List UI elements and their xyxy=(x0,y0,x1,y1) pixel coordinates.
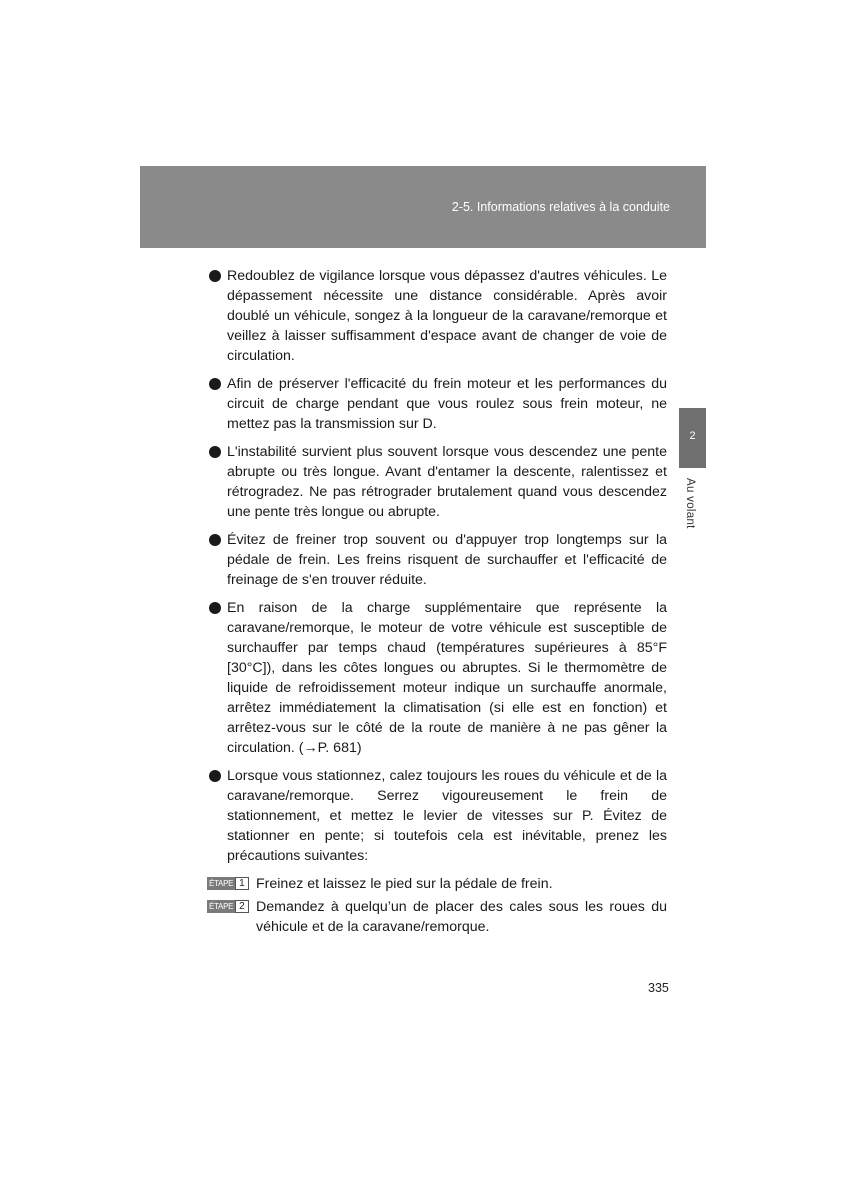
bullet-item xyxy=(209,266,667,366)
chapter-tab xyxy=(679,408,706,468)
chapter-number: 2 xyxy=(689,430,696,442)
bullet-icon xyxy=(209,446,221,458)
bullet-text: Évitez de freiner trop souvent ou d'appuyer trop longtemps sur la pédale de frein. Les freins risquent de surchauffer et l'efficacité de freinage de s'en trouver réduite. xyxy=(227,532,667,588)
bullet-icon xyxy=(209,378,221,390)
bullet-text: Lorsque vous stationnez, calez toujours les roues du véhicule et de la caravane/remorque. Serrez vigoureusement le frein de stationnement, et mettez le levier de vitesses sur P. Évitez de stationner en pente; si toutefois cela est inévitable, prenez les précautions suivantes: xyxy=(227,768,667,864)
step-badge xyxy=(207,877,249,890)
step-badge-label: ÉTAPE xyxy=(209,879,234,888)
bullet-text: En raison de la charge supplémentaire que représente la caravane/remorque, le moteur de votre véhicule est susceptible de surchauffer par temps chaud (températures supérieures à 85°F [30°C]), dans les côtes longues ou abruptes. Si le thermomètre de liquide de refroidissement moteur indique un surchauffe anormale, arrêtez immédiatement la climatisation (si elle est en fonction) et arrêtez-vous sur le côté de la route de manière à ne pas gêner la circulation. (→P. 681) xyxy=(227,600,667,756)
bullet-text: L'instabilité survient plus souvent lorsque vous descendez une pente abrupte ou très longue. Avant d'entamer la descente, ralentissez et rétrogradez. Ne pas rétrograder brutalement quand vous descendez une pente très longue ou abrupte. xyxy=(227,444,667,520)
section-title: 2-5. Informations relatives à la conduite xyxy=(451,200,670,214)
step-item xyxy=(207,897,667,937)
page-number: 335 xyxy=(648,981,669,995)
bullet-icon xyxy=(209,602,221,614)
bullet-icon xyxy=(209,534,221,546)
bullet-item xyxy=(209,766,667,866)
step-badge-number: 2 xyxy=(235,900,249,913)
step-text: Freinez et laissez le pied sur la pédale de frein. xyxy=(256,876,553,892)
bullet-item xyxy=(209,530,667,590)
step-list xyxy=(207,874,667,937)
bullet-text: Afin de préserver l'efficacité du frein moteur et les performances du circuit de charge pendant que vous roulez sous frein moteur, ne mettez pas la transmission sur D. xyxy=(227,376,667,432)
header-band xyxy=(140,166,706,248)
bullet-icon xyxy=(209,770,221,782)
bullet-item xyxy=(209,442,667,522)
step-badge-number: 1 xyxy=(235,877,249,890)
bullet-text: Redoublez de vigilance lorsque vous dépassez d'autres véhicules. Le dépassement nécessite une distance considérable. Après avoir doublé un véhicule, songez à la longueur de la caravane/remorque et veillez à laisser suffisamment d'espace avant de changer de voie de circulation. xyxy=(227,268,667,364)
bullet-item xyxy=(209,374,667,434)
step-badge-label: ÉTAPE xyxy=(209,902,234,911)
step-badge xyxy=(207,900,249,913)
main-content xyxy=(209,266,667,940)
chapter-label: Au volant xyxy=(684,478,696,529)
step-item xyxy=(207,874,667,894)
step-text: Demandez à quelqu’un de placer des cales sous les roues du véhicule et de la caravane/remorque. xyxy=(256,899,667,935)
bullet-icon xyxy=(209,270,221,282)
bullet-item xyxy=(209,598,667,758)
